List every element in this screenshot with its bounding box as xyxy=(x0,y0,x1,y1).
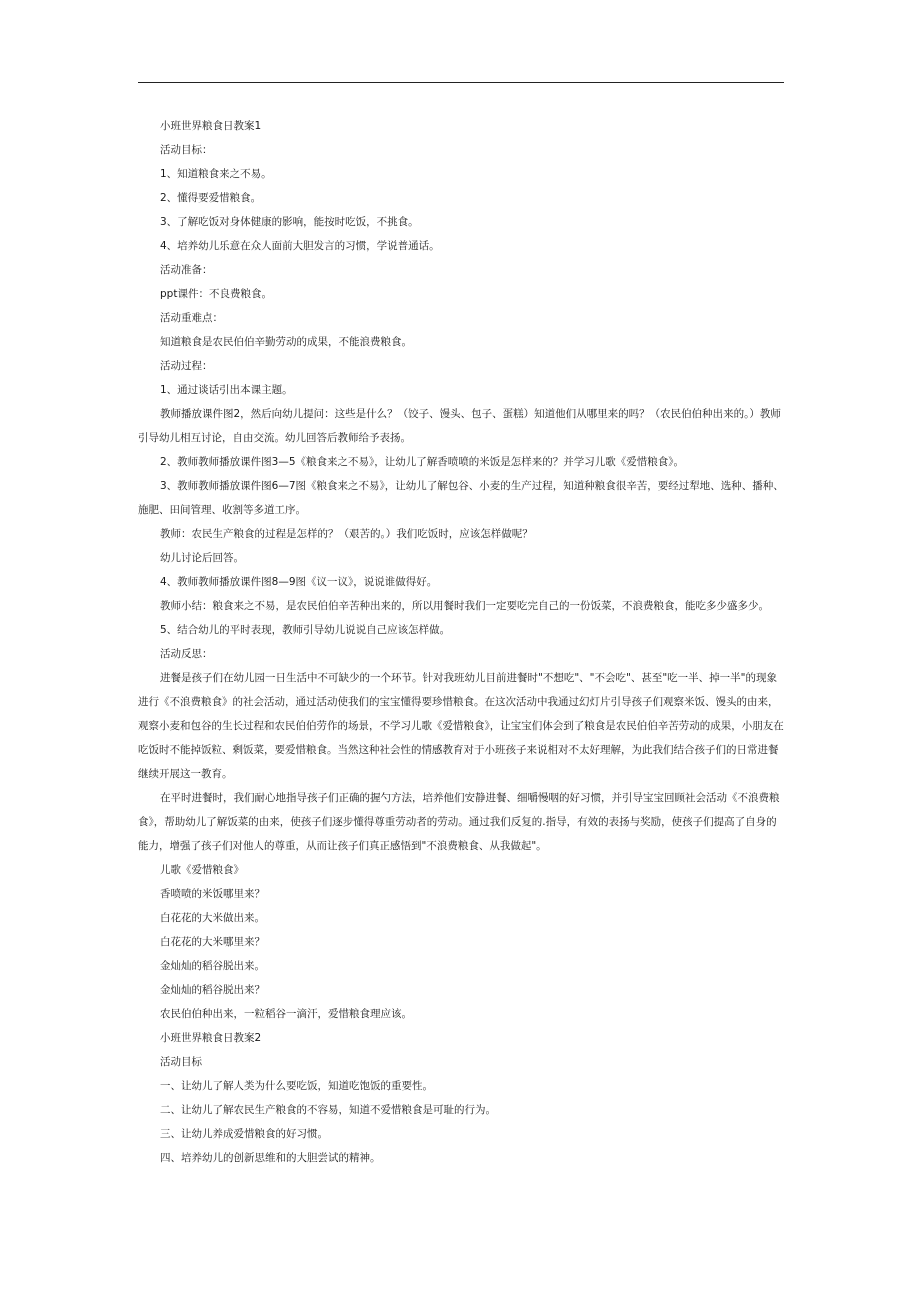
section-heading: 活动准备： xyxy=(160,264,213,276)
list-item: 2、懂得要爱惜粮食。 xyxy=(160,192,262,204)
list-item: 4、教师教师播放课件图8—9图《议一议》，说说谁做得好。 xyxy=(160,576,438,588)
list-item: 二、让幼儿了解农民生产粮食的不容易，知道不爱惜粮食是可耻的行为。 xyxy=(160,1104,496,1116)
doc-title-1: 小班世界粮食日教案1 xyxy=(160,120,262,132)
header-rule xyxy=(138,82,784,83)
paragraph: 幼儿讨论后回答。 xyxy=(160,552,244,564)
poem-line: 白花花的大米做出来。 xyxy=(160,912,265,924)
doc-title-2: 小班世界粮食日教案2 xyxy=(160,1032,262,1044)
section-heading: 活动目标 xyxy=(160,1056,202,1068)
poem-title: 儿歌《爱惜粮食》 xyxy=(160,864,244,876)
paragraph: 知道粮食是农民伯伯辛勤劳动的成果，不能浪费粮食。 xyxy=(160,336,412,348)
paragraph: 教师小结：粮食来之不易，是农民伯伯辛苦种出来的，所以用餐时我们一定要吃完自己的一份饭菜，不浪费粮食，能吃多少盛多少。 xyxy=(160,600,769,612)
list-item: 3、教师教师播放课件图6—7图《粮食来之不易》，让幼儿了解包谷、小麦的生产过程，知道种粮食很辛苦，要经过犁地、选种、播种、施肥、田间管理、收割等多道工序。 xyxy=(138,480,784,516)
poem-line: 白花花的大米哪里来？ xyxy=(160,936,265,948)
paragraph: 教师：农民生产粮食的过程是怎样的？（艰苦的。）我们吃饭时，应该怎样做呢？ xyxy=(160,528,533,540)
document-body xyxy=(138,114,784,1170)
list-item: 1、知道粮食来之不易。 xyxy=(160,168,272,180)
paragraph: 进餐是孩子们在幼儿园一日生活中不可缺少的一个环节。针对我班幼儿目前进餐时"不想吃"、"不会吃"、甚至"吃一半、掉一半"的现象进行《不浪费粮食》的社会活动，通过活动使我们的宝宝懂得要珍惜粮食。在这次活动中我通过幻灯片引导孩子们观察米饭、馒头的由来，观察小麦和包谷的生长过程和农民伯伯劳作的场景，不学习儿歌《爱惜粮食》，让宝宝们体会到了粮食是农民伯伯辛苦劳动的成果，小朋友在吃饭时不能掉饭粒、剩饭菜，要爱惜粮食。当然这种社会性的情感教育对于小班孩子来说相对不太好理解，为此我们结合孩子们的日常进餐继续开展这一教育。 xyxy=(138,672,784,780)
list-item: 4、培养幼儿乐意在众人面前大胆发言的习惯，学说普通话。 xyxy=(160,240,440,252)
list-item: 四、培养幼儿的创新思维和的大胆尝试的精神。 xyxy=(160,1152,381,1164)
list-item: 5、结合幼儿的平时表现，教师引导幼儿说说自己应该怎样做。 xyxy=(160,624,451,636)
list-item: 2、教师教师播放课件图3—5《粮食来之不易》，让幼儿了解香喷喷的米饭是怎样来的？并学习儿歌《爱惜粮食》。 xyxy=(160,456,685,468)
list-item: 一、让幼儿了解人类为什么要吃饭，知道吃饱饭的重要性。 xyxy=(160,1080,433,1092)
section-heading: 活动反思： xyxy=(160,648,213,660)
poem-line: 香喷喷的米饭哪里来？ xyxy=(160,888,265,900)
paragraph: 教师播放课件图2，然后向幼儿提问：这些是什么？（饺子、馒头、包子、蛋糕）知道他们从哪里来的吗？（农民伯伯种出来的。）教师引导幼儿相互讨论，自由交流。幼儿回答后教师给予表扬。 xyxy=(138,408,781,444)
list-item: 3、了解吃饭对身体健康的影响，能按时吃饭，不挑食。 xyxy=(160,216,419,228)
paragraph: ppt课件：不良费粮食。 xyxy=(160,288,272,300)
section-heading: 活动目标： xyxy=(160,144,213,156)
poem-line: 农民伯伯种出来，一粒稻谷一滴汗，爱惜粮食理应该。 xyxy=(160,1008,412,1020)
list-item: 1、通过谈话引出本课主题。 xyxy=(160,384,293,396)
list-item: 三、让幼儿养成爱惜粮食的好习惯。 xyxy=(160,1128,328,1140)
paragraph: 在平时进餐时，我们耐心地指导孩子们正确的握勺方法，培养他们安静进餐、细嚼慢咽的好习惯，并引导宝宝回顾社会活动《不浪费粮食》，帮助幼儿了解饭菜的由来，使孩子们逐步懂得尊重劳动者的劳动。通过我们反复的.指导，有效的表扬与奖励，使孩子们提高了自身的能力，增强了孩子们对他人的尊重，从而让孩子们真正感悟到"不浪费粮食、从我做起"。 xyxy=(138,792,780,852)
section-heading: 活动重难点： xyxy=(160,312,223,324)
poem-line: 金灿灿的稻谷脱出来。 xyxy=(160,960,265,972)
poem-line: 金灿灿的稻谷脱出来？ xyxy=(160,984,265,996)
section-heading: 活动过程： xyxy=(160,360,213,372)
